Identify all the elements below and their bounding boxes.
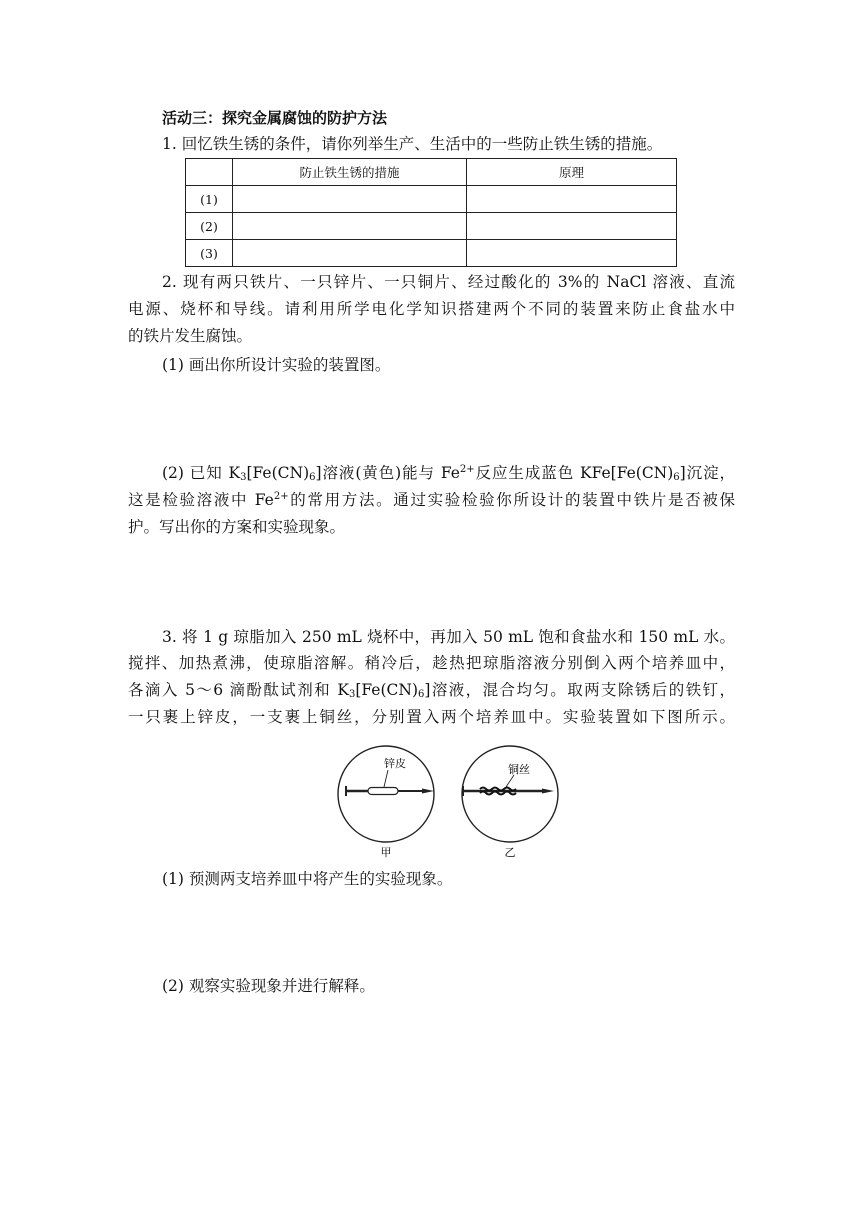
- copper-label: 铜丝: [508, 763, 530, 776]
- activity-title: 活动三：探究金属腐蚀的防护方法: [162, 109, 388, 127]
- table-header-measures: 防止铁生锈的措施: [233, 159, 467, 186]
- row-number: (2): [186, 213, 233, 240]
- table-header-row: [186, 159, 677, 186]
- table-header-principle: 原理: [467, 159, 677, 186]
- answer-cell: [467, 213, 677, 240]
- question-2-sub-2-line-2: 这是检验溶液中 $Fe^{2+}$的常用方法。通过实验检验你所设计的装置中铁片是否被保: [128, 491, 735, 509]
- petri-dish-figure: [330, 742, 570, 864]
- table-row: [186, 213, 677, 240]
- answer-cell: [467, 240, 677, 267]
- zinc-label: 锌皮: [384, 757, 406, 770]
- answer-cell: [233, 240, 467, 267]
- table-row: [186, 186, 677, 213]
- question-3-sub-1: (1) 预测两支培养皿中将产生的实验现象。: [162, 870, 453, 888]
- nail-with-copper-icon: [463, 775, 554, 796]
- table-header-cell: [186, 159, 233, 186]
- question-3-line-4: 一只裹上锌皮，一支裹上铜丝，分别置入两个培养皿中。实验装置如下图所示。: [128, 708, 735, 726]
- question-2-sub-1: (1) 画出你所设计实验的装置图。: [162, 356, 391, 374]
- question-3-sub-2: (2) 观察实验现象并进行解释。: [162, 977, 375, 995]
- answer-cell: [233, 186, 467, 213]
- answer-cell: [233, 213, 467, 240]
- row-number: (1): [186, 186, 233, 213]
- question-2-sub-2-line-3: 护。写出你的方案和实验现象。: [128, 518, 346, 536]
- question-3-line-3: 各滴入 5～6 滴酚酞试剂和 $K_3[Fe(CN)_6]$溶液，混合均匀。取两支除锈后的铁钉，: [128, 681, 735, 700]
- question-2-sub-2-line-1: (2) 已知 $K_3[Fe(CN)_6]$溶液(黄色)能与 $Fe^{2+}$反应生成蓝色 $KFe[Fe(CN)_6]$沉淀，: [162, 464, 735, 483]
- dish-caption-right: 乙: [504, 846, 516, 859]
- question-3-line-1: 3. 将 1 g 琼脂加入 250 mL 烧杯中，再加入 50 mL 饱和食盐水和 150 mL 水。: [162, 628, 735, 646]
- question-2-line-3: 的铁片发生腐蚀。: [128, 327, 253, 345]
- nail-with-zinc-icon: [346, 770, 434, 796]
- dish-caption-left: 甲: [380, 846, 392, 859]
- table-row: [186, 240, 677, 267]
- question-3-line-2: 搅拌、加热煮沸，使琼脂溶解。稍冷后，趁热把琼脂溶液分别倒入两个培养皿中，: [128, 654, 735, 672]
- answer-cell: [467, 186, 677, 213]
- question-2-line-1: 2. 现有两只铁片、一只锌片、一只铜片、经过酸化的 3%的 NaCl 溶液、直流: [162, 273, 735, 291]
- question-1-text: 1. 回忆铁生锈的条件，请你列举生产、生活中的一些防止铁生锈的措施。: [162, 135, 663, 153]
- rust-prevention-table: [185, 158, 677, 267]
- row-number: (3): [186, 240, 233, 267]
- question-2-line-2: 电源、烧杯和导线。请利用所学电化学知识搭建两个不同的装置来防止食盐水中: [128, 300, 735, 318]
